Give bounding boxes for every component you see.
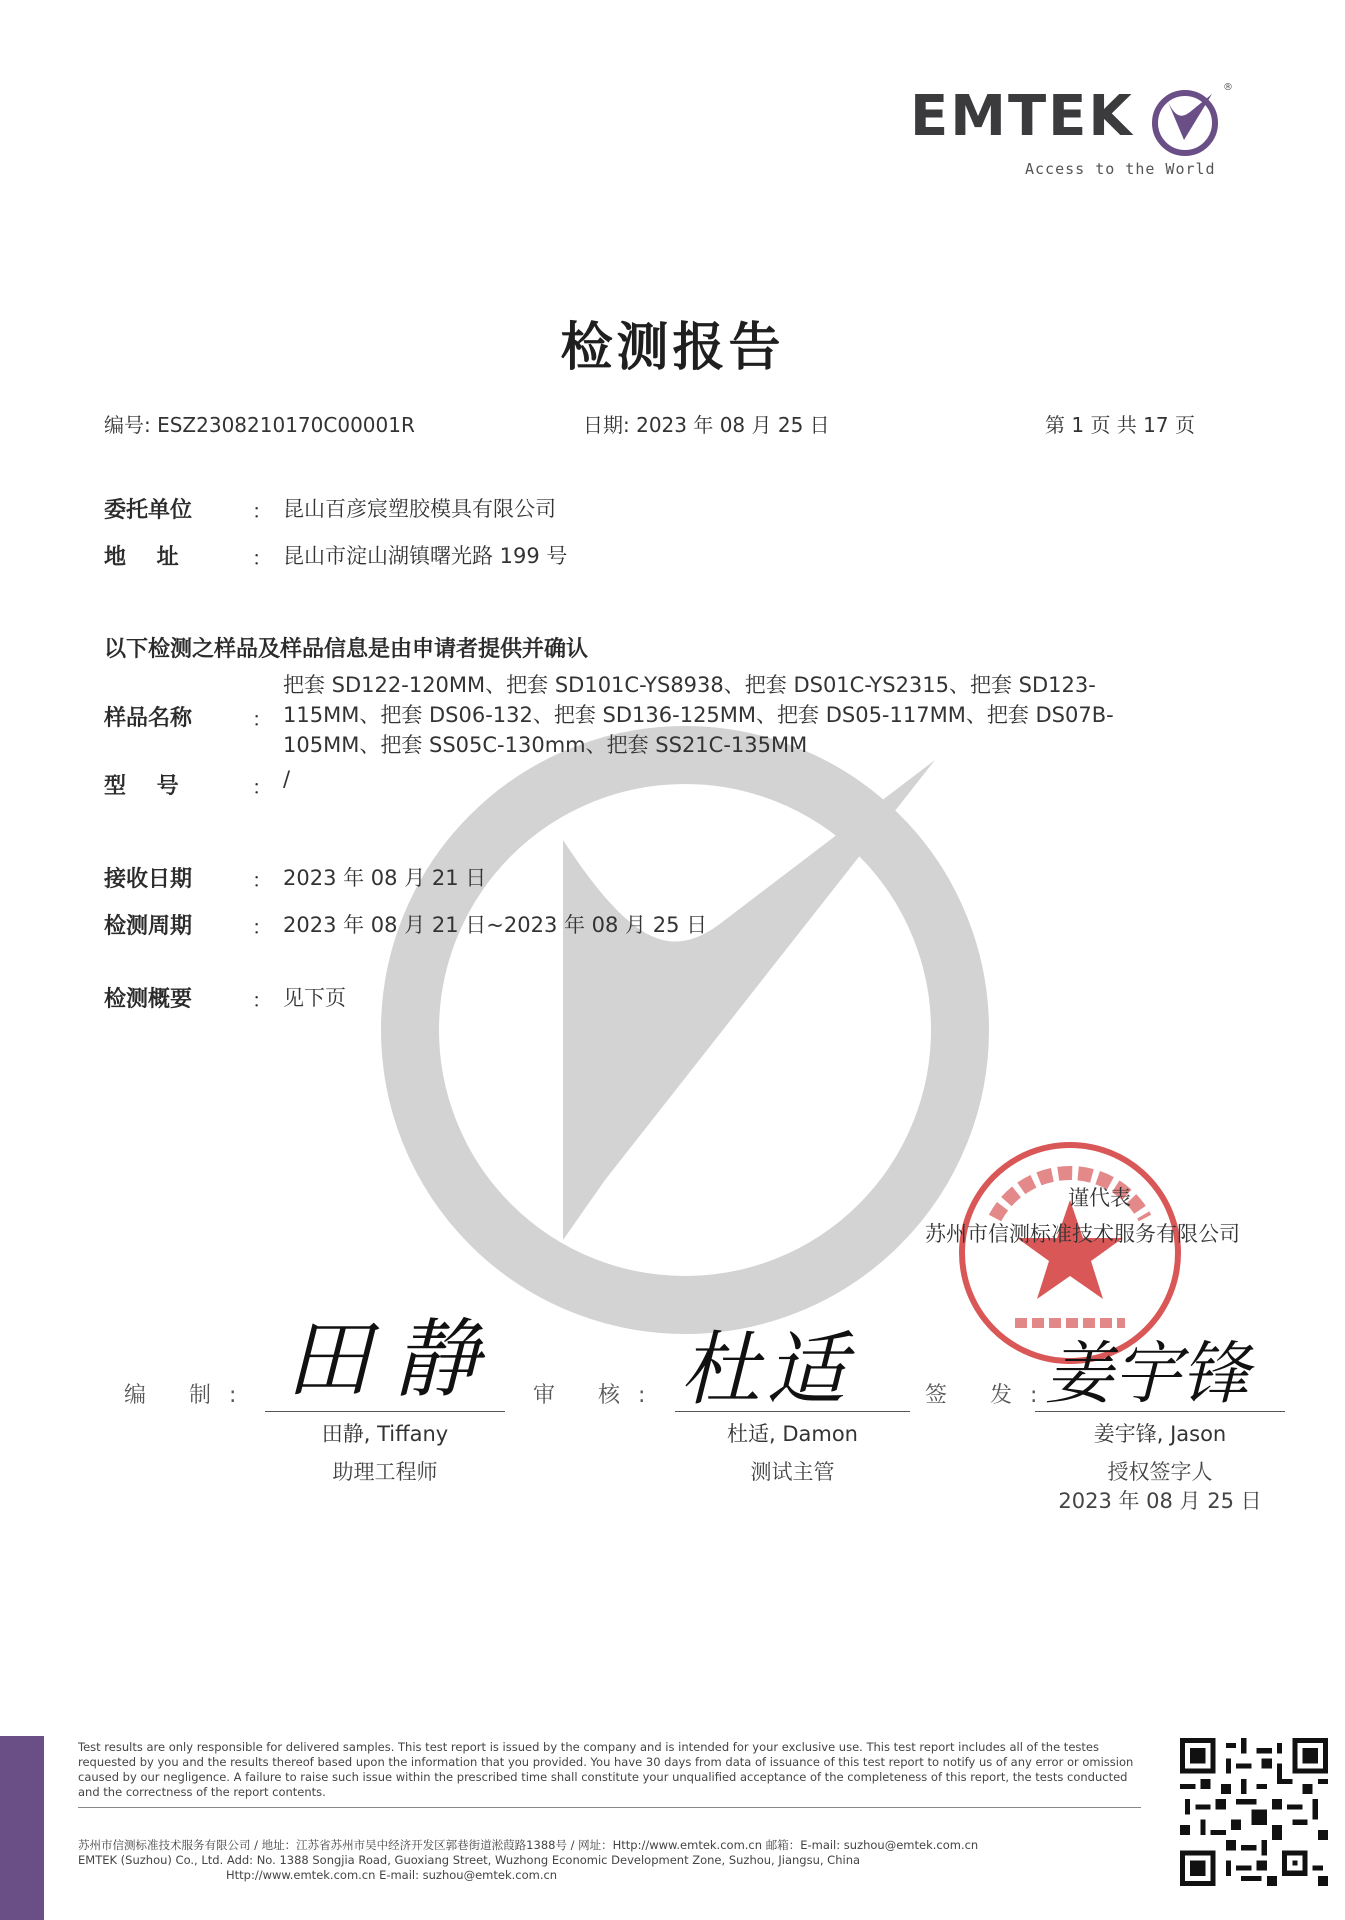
logo-tagline: Access to the World (1025, 160, 1216, 178)
report-date: 日期: 2023 年 08 月 25 日 (583, 413, 830, 437)
sample-name-line: 把套 SD122-120MM、把套 SD101C-YS8938、把套 DS01C-YS2315、把套 SD123- (283, 673, 1096, 697)
sample-name-line: 105MM、把套 SS05C-130mm、把套 SS21C-135MM (283, 733, 808, 757)
address-colon: ： (252, 546, 272, 570)
address-label: 地 址 (104, 545, 179, 570)
client-value: 昆山百彦宸塑胶模具有限公司 (283, 497, 556, 521)
sample-name-label: 样品名称 (104, 706, 193, 731)
issued-by-title: 授权签字人 (1107, 1460, 1213, 1484)
page-count: 第 1 页 共 17 页 (1045, 413, 1195, 437)
received-date-value: 2023 年 08 月 21 日 (283, 866, 487, 890)
test-summary-colon: ： (252, 988, 272, 1012)
sample-note: 以下检测之样品及样品信息是由申请者提供并确认 (104, 637, 589, 662)
footer-divider (78, 1807, 1141, 1808)
qr-code (1180, 1738, 1328, 1886)
report-title: 检测报告 (560, 318, 785, 378)
prepared-by-line (265, 1411, 505, 1412)
reviewed-by-line (675, 1411, 910, 1412)
prepared-by-title: 助理工程师 (332, 1460, 438, 1484)
emtek-logo (905, 82, 1235, 192)
logo-brand-text: EMTEK (910, 84, 1134, 149)
footer-address-en: EMTEK (Suzhou) Co., Ltd. Add: No. 1388 Songjia Road, Guoxiang Street, Wuzhong Economic Development Zone, Suzhou, Jiangsu, China (78, 1853, 861, 1867)
reviewed-by-label: 审 核: (533, 1383, 664, 1408)
received-date-label: 接收日期 (104, 867, 193, 892)
address-value: 昆山市淀山湖镇曙光路 199 号 (283, 544, 568, 568)
registered-mark: ® (1223, 82, 1233, 93)
sample-name-line: 115MM、把套 DS06-132、把套 SD136-125MM、把套 DS05-117MM、把套 DS07B- (283, 703, 1114, 727)
issuing-company: 苏州市信测标准技术服务有限公司 (925, 1222, 1240, 1246)
partial-seal-stamp (1318, 1010, 1345, 1160)
test-summary-label: 检测概要 (104, 987, 193, 1012)
issued-by-label: 签 发: (925, 1383, 1056, 1408)
test-summary-value: 见下页 (283, 986, 346, 1010)
model-colon: ： (252, 775, 272, 799)
footer-web: Http://www.emtek.com.cn E-mail: suzhou@emtek.com.cn (226, 1868, 558, 1882)
prepared-by-name: 田静, Tiffany (321, 1422, 449, 1446)
watermark-logo (375, 720, 995, 1340)
issued-by-signature: 姜宇锋 (1045, 1335, 1250, 1414)
reviewed-by-name: 杜适, Damon (726, 1422, 858, 1446)
test-period-label: 检测周期 (104, 914, 193, 939)
reviewed-by-title: 测试主管 (750, 1460, 835, 1484)
test-period-colon: ： (252, 915, 272, 939)
client-label: 委托单位 (104, 498, 193, 523)
prepared-by-signature: 田静 (285, 1310, 501, 1410)
footer-accent-bar (0, 1736, 44, 1920)
reviewed-by-signature: 杜适 (680, 1323, 852, 1416)
prepared-by-label: 编 制: (124, 1383, 255, 1408)
test-period-value: 2023 年 08 月 21 日~2023 年 08 月 25 日 (283, 913, 708, 937)
issued-by-date: 2023 年 08 月 25 日 (1058, 1489, 1262, 1513)
model-value: / (283, 767, 291, 791)
client-colon: ： (252, 499, 272, 523)
logo-check-mark (1150, 88, 1220, 158)
report-number: 编号: ESZ2308210170C00001R (104, 413, 415, 437)
footer-disclaimer: Test results are only responsible for delivered samples. This test report is issued by the company and is intended for your exclusive use. This test report includes all of the testes requested by you and the results thereof based upon the information that you provided. You have 30 days from data of issuance of this test report to notify us of any error or omission caused by our negligence. A failure to raise such issue within the prescribed time shall constitute your unqualified acceptance of the completeness of this report, the tests conducted and the correctness of the report contents. (78, 1740, 1134, 1799)
received-date-colon: ： (252, 868, 272, 892)
model-label: 型 号 (104, 774, 179, 799)
issued-by-line (1035, 1411, 1285, 1412)
footer-address (78, 1838, 1078, 1883)
on-behalf-text: 谨代表 (1068, 1186, 1131, 1210)
sample-name-value (283, 670, 1213, 760)
sample-name-colon: ： (252, 707, 272, 731)
issued-by-name: 姜宇锋, Jason (1093, 1422, 1227, 1446)
footer-address-cn: 苏州市信测标准技术服务有限公司 / 地址：江苏省苏州市吴中经济开发区郭巷街道淞葭路1388号 / 网址：Http://www.emtek.com.cn 邮箱：E-mail: suzhou@emtek.com.cn (78, 1838, 979, 1852)
